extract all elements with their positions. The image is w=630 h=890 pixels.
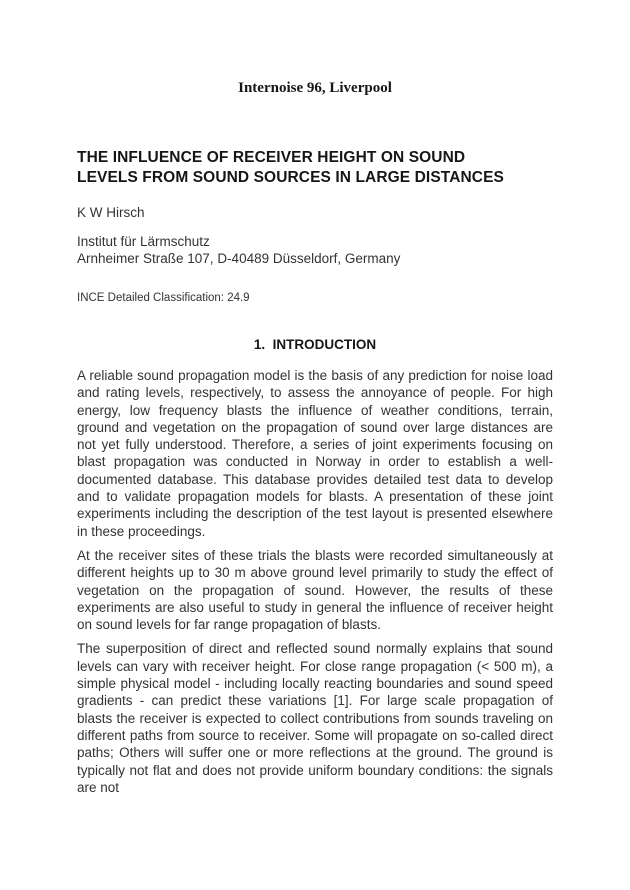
paragraph-3: The superposition of direct and reflected sound normally explains that sound levels can vary with receiver height. For close range propagation (< 500 m), a simple physical model - including locally reacting boundaries and sound speed gradients - can predict these variations [1]. For large scale propagation of blasts the receiver is expected to collect contributions from sounds traveling on different paths from source to receiver. Some will propagate on so-called direct paths; Others will suffer one or more reflections at the ground. The ground is typically not flat and does not provide uniform boundary conditions: the signals are not [77, 641, 553, 795]
paragraph-1: A reliable sound propagation model is the basis of any prediction for noise load and rating levels, respectively, to assess the annoyance of people. For high energy, low frequency blasts the influence of weather conditions, terrain, ground and vegetation on the propagation of sound over large distances are not yet fully understood. Therefore, a series of joint experiments focusing on blast propagation was conducted in Norway in order to establish a well-documented database. This database provides detailed test data to develop and to validate propagation models for blasts. A presentation of these joint experiments including the description of the test layout is presented elsewhere in these proceedings. [77, 368, 553, 539]
paper-title-line-1: THE INFLUENCE OF RECEIVER HEIGHT ON SOUND [77, 149, 466, 166]
section-heading-introduction: 1. INTRODUCTION [253, 337, 377, 352]
paragraph-2: At the receiver sites of these trials the blasts were recorded simultaneously at different heights up to 30 m above ground level primarily to study the effect of vegetation on the propagation of sound. However, the results of these experiments are also useful to study in general the influence of receiver height on sound levels for far range propagation of blasts. [77, 547, 553, 633]
paper-title [77, 148, 553, 188]
affiliation-line-institute: Institut für Lärmschutz [77, 234, 210, 249]
affiliation-line-address: Arnheimer Straße 107, D-40489 Düsseldorf, Germany [77, 251, 401, 266]
conference-header: Internoise 96, Liverpool [238, 80, 392, 96]
classification-note: INCE Detailed Classification: 24.9 [77, 292, 250, 304]
paper-title-line-2: LEVELS FROM SOUND SOURCES IN LARGE DISTANCES [77, 169, 504, 186]
affiliation [77, 233, 553, 267]
introduction-body [77, 367, 553, 796]
author-name: K W Hirsch [77, 205, 145, 220]
